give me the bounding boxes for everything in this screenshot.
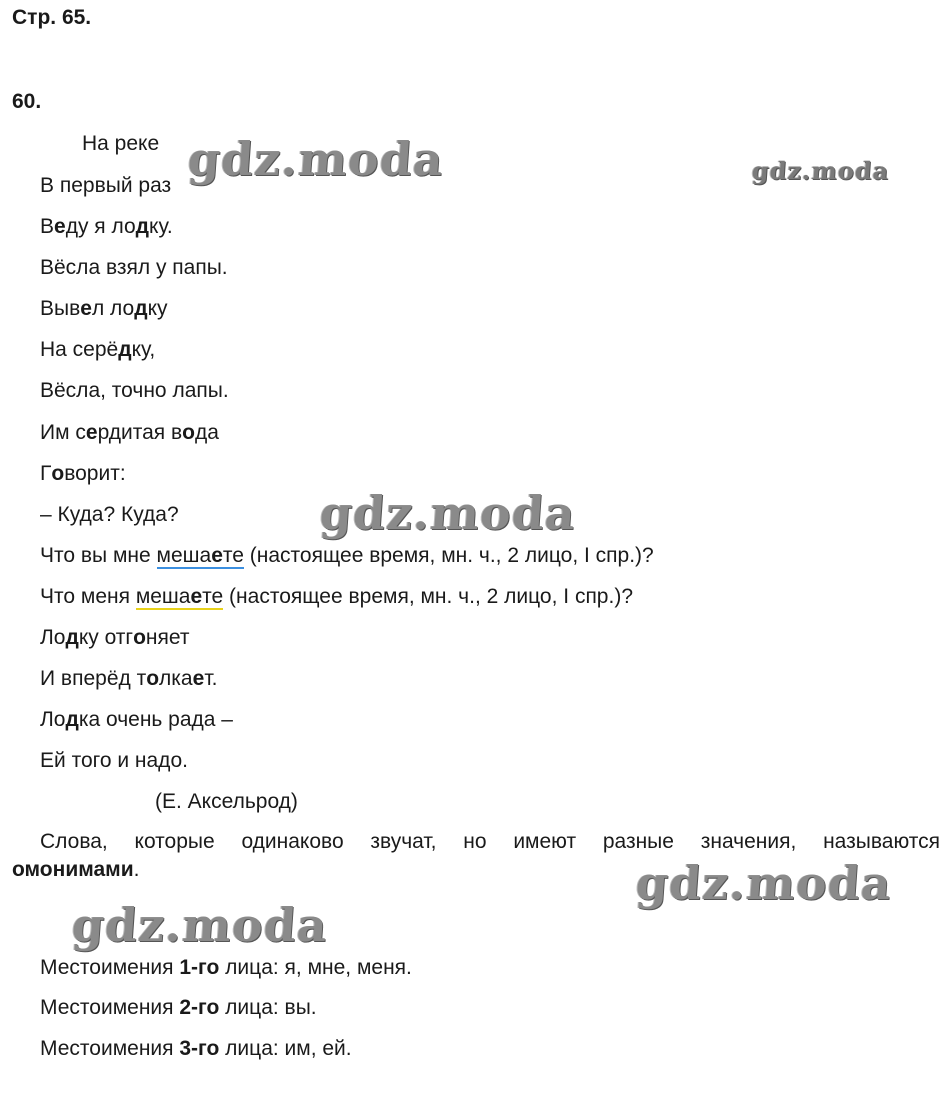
text-segment: т. xyxy=(204,667,218,690)
text-segment: (настоящее время, мн. ч., 2 лицо, I спр.)? xyxy=(243,544,654,567)
pronoun-person: 2-го xyxy=(179,996,220,1019)
pronoun-suffix: лица: им, ей. xyxy=(219,1037,352,1060)
pronoun-person: 1-го xyxy=(179,956,220,979)
text-segment: В xyxy=(40,215,55,238)
highlighted-letter: е xyxy=(192,667,205,690)
text-segment: лка xyxy=(159,667,193,690)
pronoun-line-1 xyxy=(40,954,412,982)
poem-line xyxy=(40,295,168,323)
highlighted-letter: д xyxy=(65,708,79,731)
text-segment: (настоящее время, мн. ч., 2 лицо, I спр.)? xyxy=(223,585,633,608)
poem-line xyxy=(40,501,179,529)
text-segment: л ло xyxy=(91,297,135,320)
watermark-logo: gdz.moda xyxy=(318,486,578,540)
text-segment: ду я ло xyxy=(65,215,136,238)
underlined-word xyxy=(157,544,244,569)
text-segment: ку отг xyxy=(78,626,134,649)
text-segment: В первый раз xyxy=(40,174,172,197)
text-segment: Ло xyxy=(40,708,66,731)
text-segment: ку. xyxy=(149,215,173,238)
definition-end: . xyxy=(133,858,140,881)
poem-line xyxy=(40,706,233,734)
poem-line xyxy=(40,419,219,447)
watermark-logo: gdz.moda xyxy=(634,856,894,910)
poem-line xyxy=(40,583,633,611)
pronoun-suffix: лица: я, мне, меня. xyxy=(219,956,412,979)
pronoun-person: 3-го xyxy=(179,1037,220,1060)
pronoun-prefix: Местоимения xyxy=(40,1037,180,1060)
word-part: те xyxy=(202,585,224,608)
pronoun-suffix: лица: вы. xyxy=(219,996,317,1019)
highlighted-letter: о xyxy=(133,626,146,649)
poem-line xyxy=(40,542,654,570)
highlighted-letter: д xyxy=(65,626,79,649)
highlighted-letter: е xyxy=(190,585,203,608)
text-segment: ка очень рада – xyxy=(78,708,233,731)
poem-line xyxy=(40,336,155,364)
pronoun-prefix: Местоимения xyxy=(40,956,180,979)
underlined-word xyxy=(136,585,223,610)
text-segment: На серё xyxy=(40,338,119,361)
watermark-logo: gdz.moda xyxy=(186,132,446,186)
poem-line xyxy=(40,624,189,652)
poem-line xyxy=(40,172,171,200)
text-segment: Выв xyxy=(40,297,81,320)
page-label: Стр. 65. xyxy=(12,6,92,29)
highlighted-letter: о xyxy=(182,421,195,444)
poem-line xyxy=(40,213,173,241)
text-segment: Г xyxy=(40,462,52,485)
poem-line xyxy=(40,665,217,693)
text-segment: Им с xyxy=(40,421,86,444)
task-number: 60. xyxy=(12,90,42,113)
text-segment: рдитая в xyxy=(97,421,183,444)
highlighted-letter: е xyxy=(54,215,66,238)
word-part: меша xyxy=(156,544,212,567)
highlighted-letter: о xyxy=(146,667,160,690)
watermark-logo: gdz.moda xyxy=(70,898,330,952)
text-segment: няет xyxy=(145,626,190,649)
text-segment: Что меня xyxy=(40,585,136,608)
poem-line xyxy=(40,377,229,405)
poem-line xyxy=(40,460,126,488)
definition-term: омонимами xyxy=(12,858,134,881)
poem-title: На реке xyxy=(82,132,160,155)
highlighted-letter: д xyxy=(134,297,148,320)
text-segment: ку, xyxy=(131,338,156,361)
text-segment: Что вы мне xyxy=(40,544,157,567)
definition-text: Слова, которые одинаково звучат, но имеют разные значения, называются xyxy=(40,830,940,853)
word-part: те xyxy=(222,544,244,567)
text-segment: И вперёд т xyxy=(40,667,147,690)
text-segment: Вёсла, точно лапы. xyxy=(40,379,229,402)
word-part: меша xyxy=(135,585,191,608)
pronoun-prefix: Местоимения xyxy=(40,996,180,1019)
text-segment: ку xyxy=(147,297,168,320)
highlighted-letter: д xyxy=(135,215,150,238)
highlighted-letter: о xyxy=(51,462,65,485)
text-segment: Вёсла взял у папы. xyxy=(40,256,228,279)
pronoun-line-2 xyxy=(40,994,317,1022)
poem-author: (Е. Аксельрод) xyxy=(155,790,298,813)
pronoun-line-3 xyxy=(40,1035,352,1063)
poem-line xyxy=(40,747,188,775)
text-segment: Ей того и надо. xyxy=(40,749,188,772)
highlighted-letter: д xyxy=(118,338,132,361)
text-segment: Ло xyxy=(40,626,66,649)
text-segment: ворит: xyxy=(64,462,126,485)
highlighted-letter: е xyxy=(80,297,92,320)
poem-line xyxy=(40,254,228,282)
highlighted-letter: е xyxy=(85,421,98,444)
text-segment: да xyxy=(195,421,219,444)
highlighted-letter: е xyxy=(211,544,223,567)
watermark-logo: gdz.moda xyxy=(750,156,891,185)
text-segment: – Куда? Куда? xyxy=(40,503,179,526)
